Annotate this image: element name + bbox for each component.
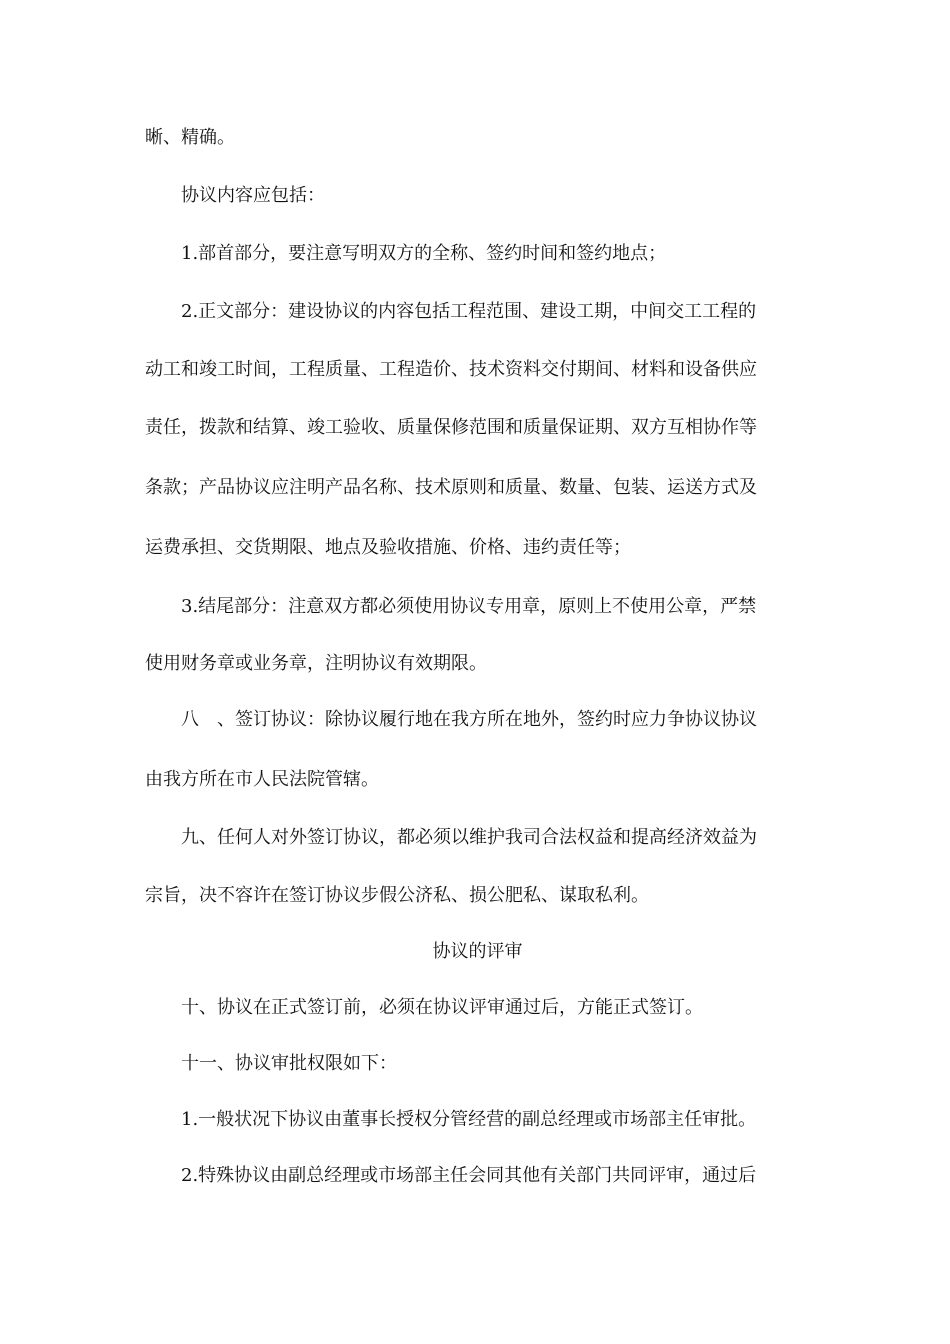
paragraph-line: 运费承担、交货期限、地点及验收措施、价格、违约责任等； — [145, 537, 631, 558]
paragraph-line: 十、协议在正式签订前，必须在协议评审通过后，方能正式签订。 — [181, 997, 703, 1018]
paragraph-line: 1.一般状况下协议由董事长授权分管经营的副总经理或市场部主任审批。 — [181, 1109, 757, 1130]
paragraph-line: 1.部首部分，要注意写明双方的全称、签约时间和签约地点； — [181, 243, 667, 264]
paragraph-line: 晰、精确。 — [145, 127, 235, 148]
paragraph-line: 责任，拨款和结算、竣工验收、质量保修范围和质量保证期、双方互相协作等 — [145, 417, 757, 438]
paragraph-line: 条款；产品协议应注明产品名称、技术原则和质量、数量、包装、运送方式及 — [145, 477, 757, 498]
paragraph-line: 十一、协议审批权限如下： — [181, 1053, 397, 1074]
paragraph-line: 3.结尾部分：注意双方都必须使用协议专用章，原则上不使用公章，严禁 — [181, 596, 757, 617]
paragraph-line: 九、任何人对外签订协议，都必须以维护我司合法权益和提高经济效益为 — [181, 827, 757, 848]
paragraph-line: 使用财务章或业务章，注明协议有效期限。 — [145, 653, 487, 674]
paragraph-line: 协议内容应包括： — [181, 185, 325, 206]
paragraph-line: 2.正文部分：建设协议的内容包括工程范围、建设工期，中间交工工程的 — [181, 301, 757, 322]
paragraph-line: 由我方所在市人民法院管辖。 — [145, 769, 379, 790]
paragraph-line: 2.特殊协议由副总经理或市场部主任会同其他有关部门共同评审，通过后 — [181, 1165, 757, 1186]
paragraph-line: 动工和竣工时间，工程质量、工程造价、技术资料交付期间、材料和设备供应 — [145, 359, 757, 380]
paragraph-line: 宗旨，决不容许在签订协议步假公济私、损公肥私、谋取私利。 — [145, 885, 649, 906]
paragraph-line: 八 、签订协议：除协议履行地在我方所在地外，签约时应力争协议协议 — [181, 709, 757, 730]
section-heading: 协议的评审 — [432, 941, 523, 962]
